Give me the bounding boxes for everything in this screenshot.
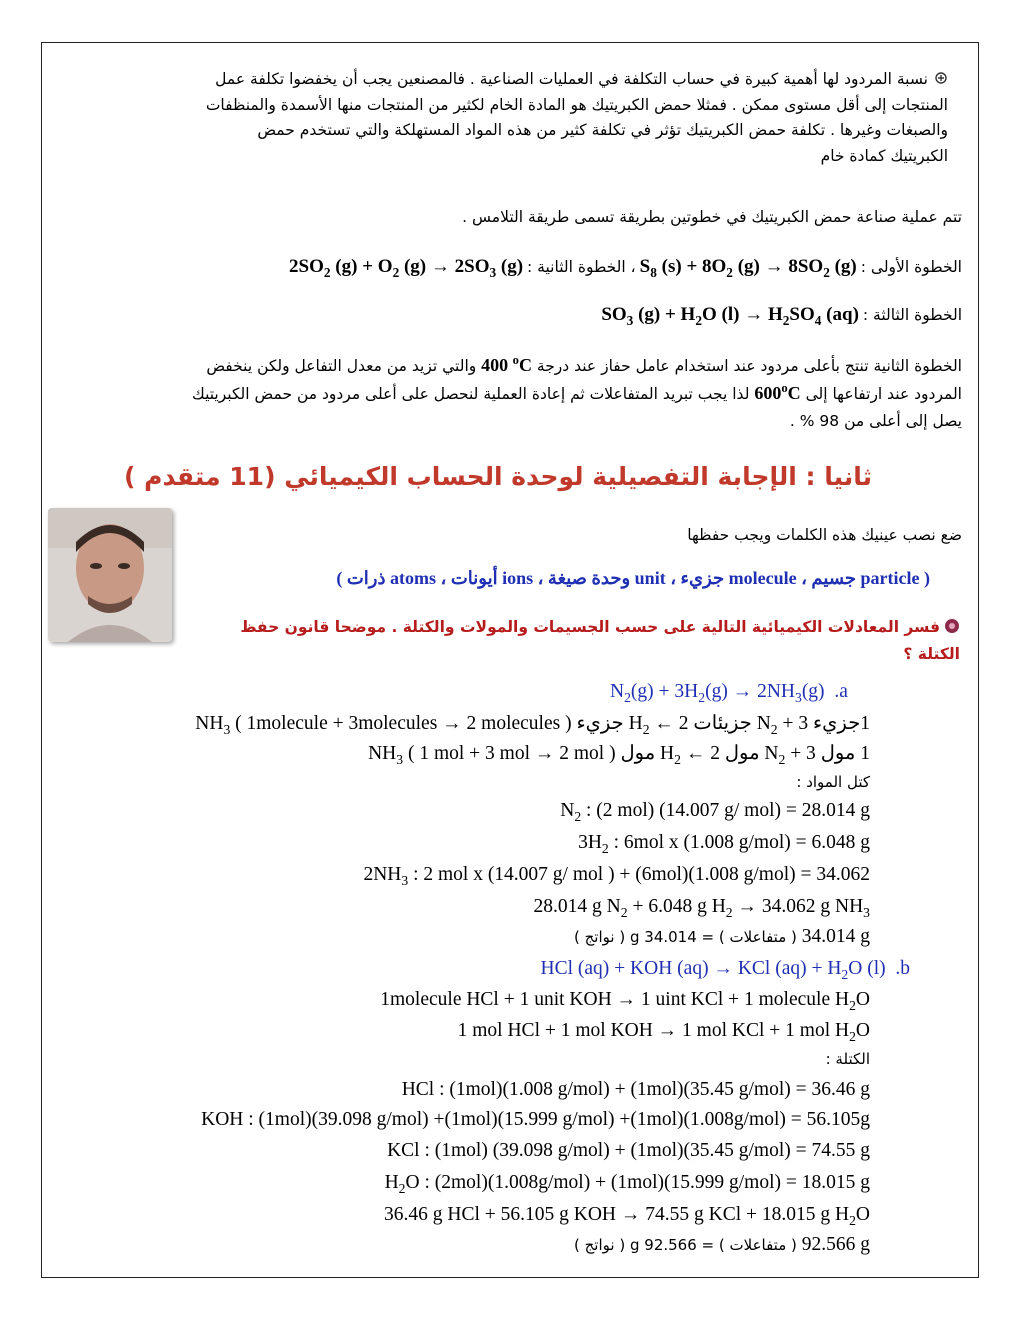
conservation-b-num: 92.566 g [801,1234,870,1255]
part-a-mass-label: كتل المواد : [796,773,870,791]
flower-bullet-icon [944,616,960,632]
section-heading: ثانيا : الإجابة التفصيلية لوحدة الحساب الكيميائي (11 متقدم ) [124,462,872,491]
part-b-equation: HCl (aq) + KOH (aq) → KCl $(aq) + H_2O$ (l) .b [540,958,910,982]
part-a-n2: $N_2$ : (2 mol) (14.007 g/ mol) = 28.014 g [560,800,870,824]
particles-en: ( 1molecule + 3molecules → 2 molecules ) [235,713,572,734]
part-a-label: .a [834,681,848,702]
conservation-a-num: 34.014 g [801,926,870,947]
intro-line-4: الكبريتيك كمادة خام [820,146,948,165]
yield-line-1: الخطوة الثانية تنتج بأعلى مردود عند استخدام عامل حفاز عند درجة 400 $^o$C والتي تزيد من معدل التفاعل ولكن ينخفض [206,353,962,375]
moles-ar: 1 مول $N_2 + 3$ مول $H_2$ ← 2 مول $NH_3$ [368,743,870,767]
part-a-conservation [300,926,870,948]
part-b-koh: KOH : (1mol)(39.098 g/mol) +(1mol)(15.999 g/mol) +(1mol)(1.008g/mol) = 56.105g [201,1109,870,1130]
steps-line [100,255,962,281]
part-a-sum: 28.014 g $N_2 + 6.048$ g $H_2 \to 34.062$ g $NH_3$ [533,896,870,920]
step3-equation: $SO_3$ $(g) + H_2O$ $(l) \to H_2SO_4$ (aq) [601,304,859,328]
part-b-moles: 1 mol HCl + 1 mol KOH → 1 mol KCl + 1 mol $H_2O$ [457,1020,870,1044]
part-a-h2: $3H_2$ : 6mol x (1.008 g/mol) = 6.048 g [578,832,870,856]
part-b-mass-label: الكتلة : [825,1050,870,1068]
intro-paragraph [96,67,948,169]
conservation-a-text: ( متفاعلات ) = 34.014 g ( نواتج ) [574,928,797,946]
part-b-hcl: HCl : (1mol)(1.008 g/mol) + (1mol)(35.45 g/mol) = 36.46 g [401,1079,870,1100]
author-photo [48,508,172,642]
part-b-kcl: KCl : (1mol) (39.098 g/mol) + (1mol)(35.45 g/mol) = 74.55 g [387,1140,870,1161]
part-a-equation: $N_2(g) + 3H_2(g) \to 2NH_3(g)$ .a [610,681,848,705]
question-text: فسر المعادلات الكيميائية التالية على حسب الجسيمات والمولات والكتلة . موضحا قانون حفظ الكتلة ؟ [240,618,960,663]
part-a-nh3: $2NH_3$ : 2 mol x (14.007 g/ mol ) + (6mol)(1.008 g/mol) = 34.062 [363,864,870,888]
part-a-moles [90,741,870,765]
part-b-h2o: $H_2O$ : (2mol)(1.008g/mol) + (1mol)(15.999 g/mol) = 18.015 g [384,1172,870,1196]
step2-label: ، الخطوة الثانية : [527,258,636,276]
part-b-sum: 36.46 g HCl + 56.105 g KOH → 74.55 g KCl + 18.015 g $H_2O$ [383,1204,870,1228]
part-b-particles: 1molecule HCl + 1 unit KOH → 1 uint KCl + 1 molecule $H_2O$ [380,989,870,1013]
intro-line-1: نسبة المردود لها أهمية كبيرة في حساب التكلفة في العمليات الصناعية . فالمصنعين يجب أن يخفضوا تكلفة عمل [96,67,948,93]
part-b-label: .b [895,958,910,979]
memorize-line: ضع نصب عينيك هذه الكلمات ويجب حفظها [687,526,962,544]
step3-line [100,303,962,329]
yield-line-3: يصل إلى أعلى من 98 % . [789,412,962,430]
intro-line-2: المنتجات إلى أقل مستوى ممكن . فمثلا حمض الكبريتيك هو المادة الخام لكثير من المنتجات منها الأسمدة والمنظفات [205,95,948,114]
yield-paragraph [60,352,962,435]
step1-label: الخطوة الأولى : [860,258,962,276]
bullet-icon [934,68,948,82]
yield-line-2: المردود عند ارتفاعها إلى 600$^o$C لذا يجب تبريد المتفاعلات ثم إعادة العملية لنحصل على أعلى مردود من حمض الكبريتيك [192,381,962,403]
part-b-conservation [300,1234,870,1256]
step2-equation: $2SO_2$ $(g) + O_2$ $(g) \to 2SO_3$ (g) [289,256,524,280]
step1-equation: $S_8$ $(s) + 8O_2$ $(g) \to 8SO_2$ (g) [639,256,857,280]
step3-label: الخطوة الثالثة : [862,306,962,324]
particles-ar: 1جزيء $N_2 + 3$ جزيئات $H_2$ ← 2 جزيء $NH_3$ [195,713,870,737]
intro-line-3: والصبغات وغيرها . تكلفة حمض الكبريتيك تؤثر في تكلفة كثير من هذه المواد المستهلكة والتي تستخدم حمض [257,121,948,139]
process-line: تتم عملية صناعة حمض الكبريتيك في خطوتين بطريقة تسمى طريقة التلامس . [462,208,962,226]
vocab-line: ( particle جسيم ، molecule جزيء ، unit وحدة صيغة ، ions أيونات ، atoms ذرات ) [336,568,930,588]
moles-en: ( 1 mol + 3 mol → 2 mol ) [407,743,616,764]
conservation-b-text: ( متفاعلات ) = 92.566 g ( نواتج ) [574,1236,797,1254]
part-a-particles [90,711,870,735]
